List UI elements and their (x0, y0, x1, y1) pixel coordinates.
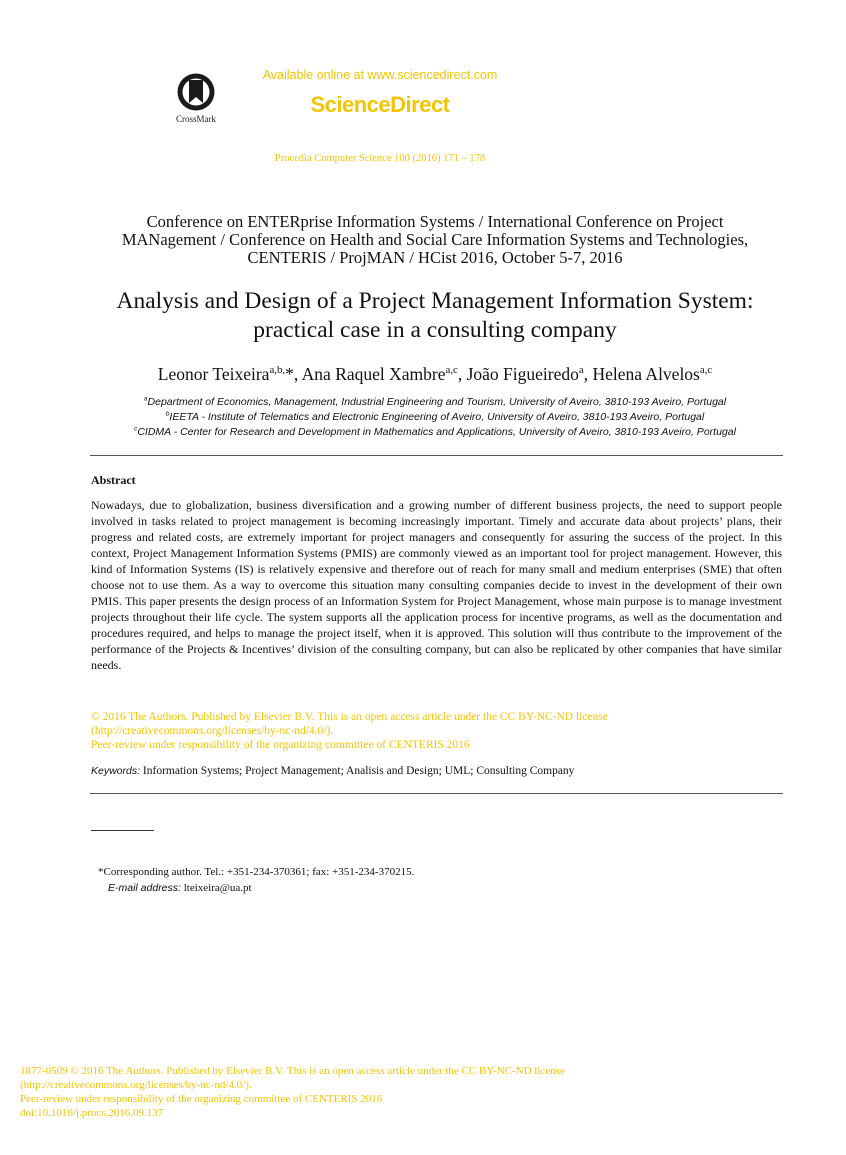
affiliation-marker: c (134, 425, 138, 433)
license-line: Peer-review under responsibility of the organizing committee of CENTERIS 2016 (91, 739, 470, 751)
keywords-label: Keywords: (91, 765, 141, 777)
license-link[interactable]: (http://creativecommons.org/licenses/by-nc-nd/4.0/). (91, 725, 334, 737)
affiliation-text: Department of Economics, Management, Industrial Engineering and Tourism, University of Aveiro, 3810-193 Aveiro, Portugal (147, 396, 727, 408)
divider (90, 793, 783, 794)
author-affiliation-marker: a,c (699, 364, 713, 377)
author-list: Leonor Teixeira$^{a,b,}$*, Ana Raquel Xambre$^{a,c}$, João Figueiredo$^a$, Helena Alvelos$^{a,c}$ (157, 364, 713, 384)
affiliation-text: CIDMA - Center for Research and Development in Mathematics and Applications, University of Aveiro, 3810-193 Aveiro, Portugal (137, 426, 736, 438)
footer-license-link[interactable]: (http://creativecommons.org/licenses/by-nc-nd/4.0/). (20, 1079, 252, 1091)
author-affiliation-marker: a (578, 364, 584, 377)
conference-line: CENTERIS / ProjMAN / HCist 2016, October 5-7, 2016 (247, 248, 623, 267)
crossmark-label: CrossMark (176, 114, 216, 124)
crossmark-icon (176, 72, 216, 112)
author-affiliation-marker: a,c (445, 364, 458, 377)
author-affiliation-marker: a,b, (269, 364, 286, 377)
keywords-text: Information Systems; Project Management; Analisis and Design; UML; Consulting Company (142, 765, 575, 777)
divider (90, 455, 783, 456)
author-name: Leonor Teixeira (157, 364, 270, 384)
license-line: © 2016 The Authors. Published by Elsevier B.V. This is an open access article under the CC BY-NC-ND license (91, 711, 608, 723)
affiliation (60, 396, 810, 408)
author-name: Ana Raquel Xambre (301, 364, 446, 384)
title-line: practical case in a consulting company (253, 317, 617, 343)
license-notice (91, 710, 782, 752)
conference-line: MANagement / Conference on Health and Social Care Information Systems and Technologies, (121, 230, 749, 249)
conference-line: Conference on ENTERprise Information Systems / International Conference on Project (146, 212, 724, 231)
footer-doi[interactable]: doi:10.1016/j.procs.2016.09.137 (20, 1107, 164, 1119)
footer-license: 1877-0509 © 2016 The Authors. Published by Elsevier B.V. This is an open access article under the CC BY-NC-ND license (20, 1065, 565, 1077)
page-footer (20, 1064, 820, 1120)
affiliation (60, 411, 810, 423)
conference-name (60, 213, 810, 267)
affiliation (60, 426, 810, 438)
paper-title (60, 287, 810, 345)
affiliation-marker: b (165, 410, 170, 418)
corresponding-author-marker: * (285, 364, 294, 384)
journal-reference: Procedia Computer Science 100 (2016) 171 – 178 (274, 153, 486, 164)
keywords (91, 765, 574, 777)
author-name: João Figueiredo (466, 364, 579, 384)
email-label: E-mail address: (108, 882, 181, 894)
author-name: Helena Alvelos (592, 364, 700, 384)
email-line (108, 882, 252, 894)
corresponding-author-note: *Corresponding author. Tel.: +351-234-370361; fax: +351-234-370215. (98, 866, 415, 878)
footer-peer-review: Peer-review under responsibility of the organizing committee of CENTERIS 2016 (20, 1093, 383, 1105)
abstract-body: Nowadays, due to globalization, business diversification and a growing number of different business projects, the need to support people involved in tasks related to project management is becoming increasingly important. Timely and accurate data about projects’ plans, their progress and related costs, are extremely important for project managers and consequently for assuring the success of the project. In this context, Project Management Information Systems (PMIS) are commonly viewed as an important tool for project management. However, this kind of Information Systems (IS) is relatively expensive and therefore out of reach for many small and medium enterprises (SME) that often choose not to use them. As a way to overcome this situation many consulting companies decide to invest in the development of their own PMIS. This paper presents the design process of an Information System for Project Management, whose main purpose is to manage investment projects throughout their life cycle. The system supports all the application process for incentive programs, as well as the documentation and procedures required, and helps to manage the project itself, when it is approved. This solution will thus contribute to the improvement of the performance of the Projects & Incentives’ division of the consulting company, but can also be replicated by other companies that have similar needs. (91, 498, 782, 672)
email-address[interactable]: lteixeira@ua.pt (183, 882, 252, 894)
affiliation-text: IEETA - Institute of Telematics and Electronic Engineering of Aveiro, University of Aveiro, 3810-193 Aveiro, Portugal (169, 411, 705, 423)
footnote-divider (91, 830, 154, 831)
abstract-heading: Abstract (91, 473, 136, 487)
title-line: Analysis and Design of a Project Management Information System: (116, 288, 754, 314)
available-online-link[interactable]: Available online at www.sciencedirect.com (262, 68, 498, 82)
sciencedirect-logo[interactable]: ScienceDirect (310, 92, 450, 117)
affiliation-marker: a (143, 395, 148, 403)
crossmark-badge[interactable] (168, 72, 224, 124)
